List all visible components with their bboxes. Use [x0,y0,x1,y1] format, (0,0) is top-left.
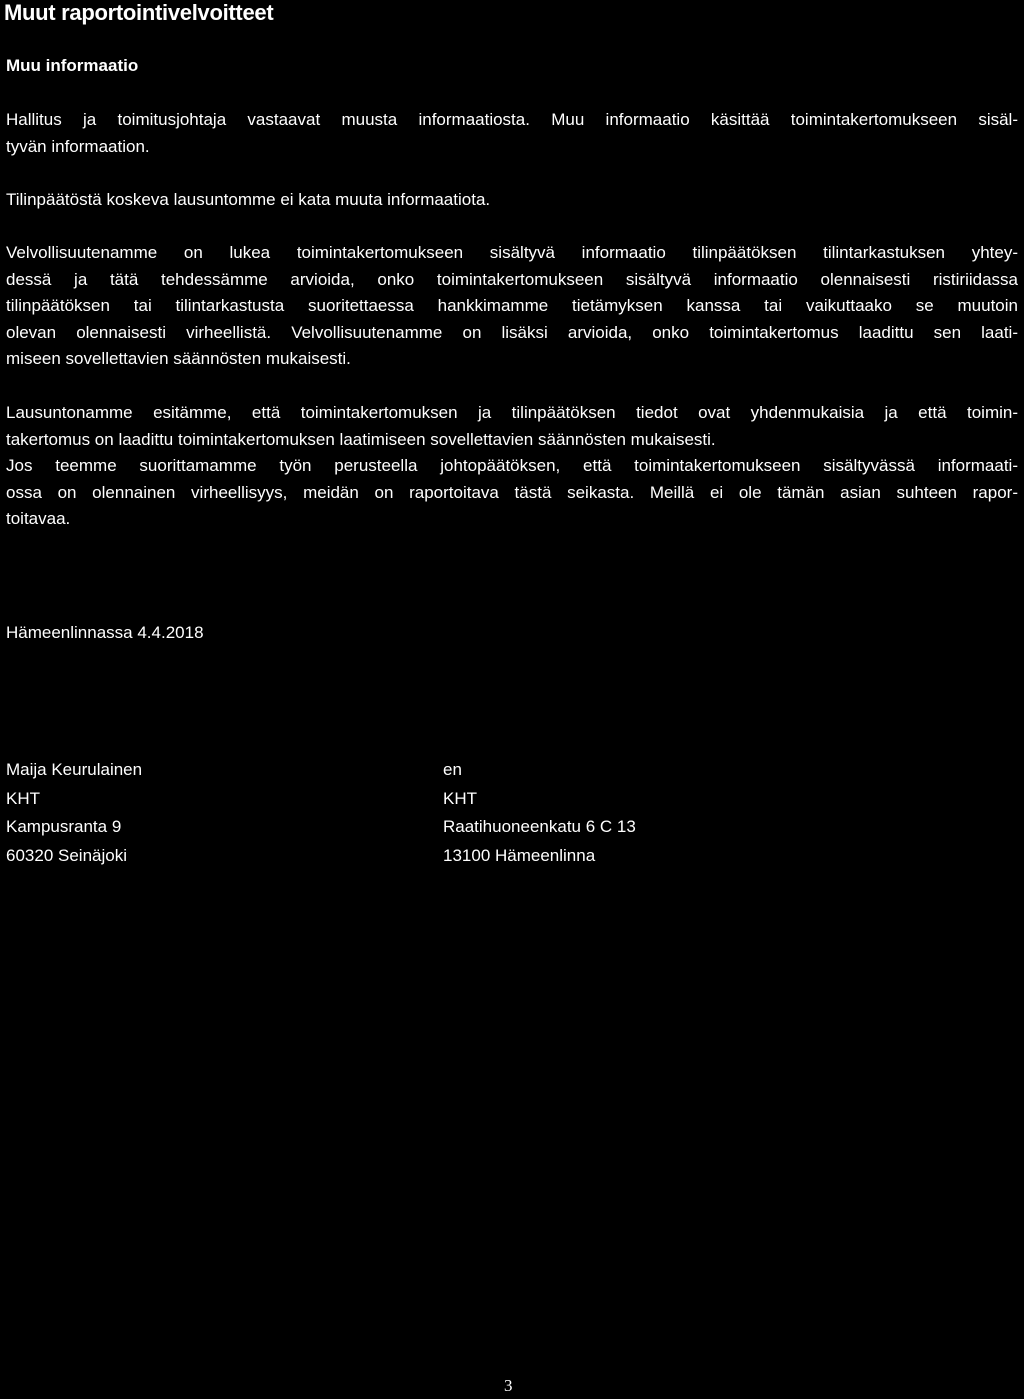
text-line: miseen sovellettavien säännösten mukaisesti. [6,349,351,368]
signer-city: 13100 Hämeenlinna [443,845,596,865]
text-line: Jos teemme suorittamamme työn perusteella johtopäätöksen, että toimintakertomukseen sisältyvässä informaati- [6,456,1018,475]
signature-block-right [443,756,636,870]
text-line: Lausuntonamme esitämme, että toimintakertomuksen ja tilinpäätöksen tiedot ovat yhdenmukaisia ja että toimin- [6,403,1018,422]
page-number: 3 [504,1376,513,1395]
place-and-date: Hämeenlinnassa 4.4.2018 [6,623,204,642]
signature-block-left [6,756,142,870]
paragraph-auditor-duty [6,240,1018,373]
signer-title: KHT [443,788,477,808]
section-title: Muut raportointivelvoitteet [4,0,274,25]
signer-title: KHT [6,788,40,808]
paragraph-responsibility [6,107,1018,160]
signer-city: 60320 Seinäjoki [6,845,127,865]
signer-name: Maija Keurulainen [6,760,143,779]
text-line: toitavaa. [6,509,71,528]
signer-name: en [443,760,462,779]
text-line: olevan olennaisesti virheellistä. Velvollisuutenamme on lisäksi arvioida, onko toimintakertomus laadittu sen laati- [6,322,1018,342]
text-line: Hallitus ja toimitusjohtaja vastaavat muusta informaatiosta. Muu informaatio käsittää toimintakertomukseen sisäl- [6,110,1018,129]
paragraph-misstatement [6,453,1018,533]
signer-street: Raatihuoneenkatu 6 C 13 [443,817,636,836]
paragraph-opinion-scope [6,187,1018,214]
text-line: Tilinpäätöstä koskeva lausuntomme ei kata muuta informaatiota. [6,190,491,209]
subsection-title: Muu informaatio [6,56,139,75]
text-line: Velvollisuutenamme on lukea toimintakertomukseen sisältyvä informaatio tilinpäätöksen tilintarkastuksen yhtey- [6,243,1018,262]
text-line: tilinpäätöksen tai tilintarkastusta suoritettaessa hankkimamme tietämyksen kanssa tai vaikuttaako se muutoin [6,296,1018,315]
paragraph-statement [6,400,1018,453]
text-line: takertomus on laadittu toimintakertomuksen laatimiseen sovellettavien säännösten mukaisesti. [6,429,716,449]
text-line: dessä ja tätä tehdessämme arvioida, onko toimintakertomukseen sisältyvä informaatio olennaisesti ristiriidassa [6,269,1018,289]
signer-street: Kampusranta 9 [6,817,122,836]
text-line: ossa on olennainen virheellisyys, meidän on raportoitava tästä seikasta. Meillä ei ole tämän asian suhteen rapor- [6,482,1018,502]
text-line: tyvän informaation. [6,136,150,156]
